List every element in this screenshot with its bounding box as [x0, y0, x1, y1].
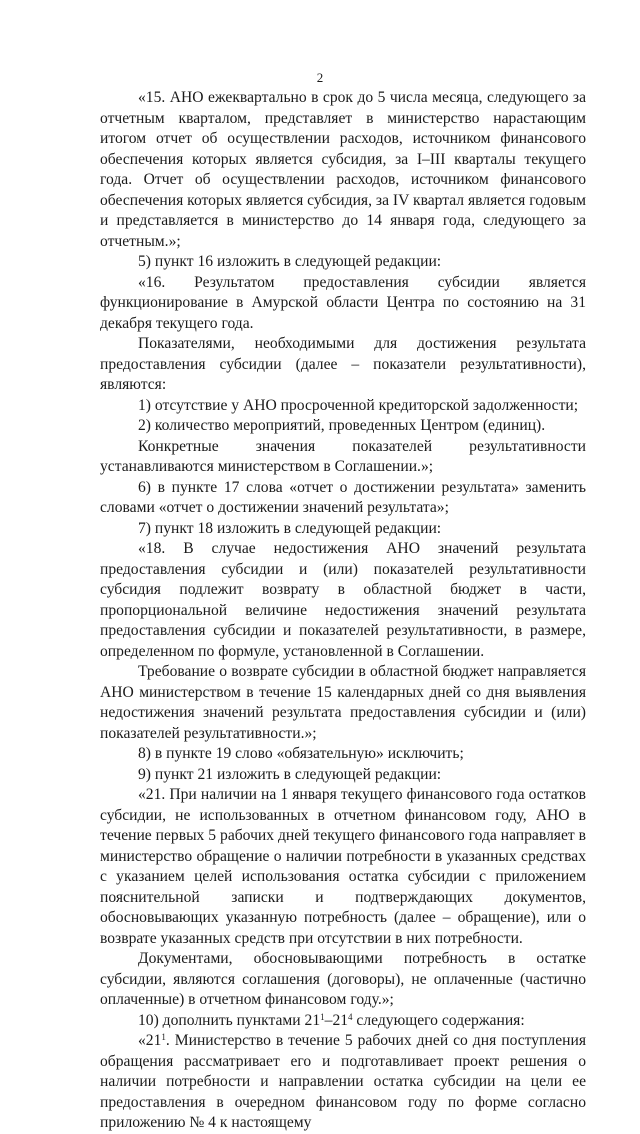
paragraph-21-1-superscript: 1 [161, 1032, 166, 1042]
paragraph-21-1-text: . Министерство в течение 5 рабочих дней со дня поступления обращения рассматривает его и подготавливает проект решения о наличии потребности и направлении остатка субсидии на цели ее предоставления в очередном финансовом году по форме согласно приложению № 4 к настоящему [100, 1032, 586, 1131]
paragraph-16: «16. Результатом предоставления субсидии является функционирование в Амурской области Центра по состоянию на 31 декабря текущего года. [100, 273, 586, 332]
paragraph-item-10 [100, 1011, 586, 1032]
paragraph-21: «21. При наличии на 1 января текущего финансового года остатков субсидии, не использованных в отчетном финансовом году, АНО в течение первых 5 рабочих дней текущего финансового года направляет в министерство обращение о наличии потребности в указанных средствах с указанием целей использования остатка субсидии с приложением пояснительной записки и подтверждающих документов, обосновывающих указанную потребность (далее – обращение), или о возврате указанных средств при отсутствии в них потребности. [100, 786, 586, 947]
paragraph-18: «18. В случае недостижения АНО значений результата предоставления субсидии и (или) показателей результативности субсидия подлежит возврату в областной бюджет в части, пропорциональной величине недостижения значений результата предоставления субсидии и показателей результативности, в размере, определенном по формуле, установленной в Соглашении. [100, 540, 586, 660]
item-10-text-start: 10) дополнить пунктами 21 [138, 1011, 321, 1029]
paragraph-item-8: 8) в пункте 19 слово «обязательную» исключить; [138, 745, 464, 762]
paragraph-item-5: 5) пункт 16 изложить в следующей редакции: [138, 253, 442, 270]
paragraph-refund-requirement: Требование о возврате субсидии в областной бюджет направляется АНО министерством в течение 15 календарных дней со дня выявления недостижения значений результата предоставления субсидии и (или) показателей результативности.»; [100, 663, 586, 742]
item-10-superscript-a: 1 [320, 1011, 325, 1022]
paragraph-indicator-2: 2) количество мероприятий, проведенных Центром (единиц). [138, 417, 546, 434]
item-10-superscript-b: 4 [348, 1011, 353, 1022]
paragraph-item-6: 6) в пункте 17 слова «отчет о достижении результата» заменить словами «отчет о достижении значений результата»; [100, 478, 586, 516]
item-10-range: –21 [324, 1011, 349, 1029]
paragraph-indicators: Показателями, необходимыми для достижения результата предоставления субсидии (далее – показатели результативности), являются: [100, 335, 586, 393]
page-number: 2 [316, 70, 324, 85]
paragraph-indicator-1: 1) отсутствие у АНО просроченной кредиторской задолженности; [138, 396, 579, 414]
paragraph-specific-values: Конкретные значения показателей результативности устанавливаются министерством в Соглашении.»; [100, 437, 586, 475]
item-10-text-end: следующего содержания: [352, 1011, 525, 1029]
paragraph-documents: Документами, обосновывающими потребность в остатке субсидии, являются соглашения (договоры), не оплаченные (частично оплаченные) в отчетном финансовом году.»; [100, 950, 586, 1008]
paragraph-21-1-number: «21 [138, 1032, 162, 1049]
document-body [100, 88, 586, 1134]
paragraph-item-7: 7) пункт 18 изложить в следующей редакции: [138, 519, 442, 537]
paragraph-item-9: 9) пункт 21 изложить в следующей редакции: [138, 765, 442, 783]
paragraph-15: «15. АНО ежеквартально в срок до 5 числа месяца, следующего за отчетным кварталом, представляет в министерство нарастающим итогом отчет об осуществлении расходов, источником финансового обеспечения которых является субсидия, за I–III кварталы текущего года. Отчет об осуществлении расходов, источником финансового обеспечения которых является субсидия, за IV квартал является годовым и представляется в министерство до 14 января года, следующего за отчетным.»; [100, 89, 586, 250]
paragraph-21-1 [100, 1031, 586, 1134]
